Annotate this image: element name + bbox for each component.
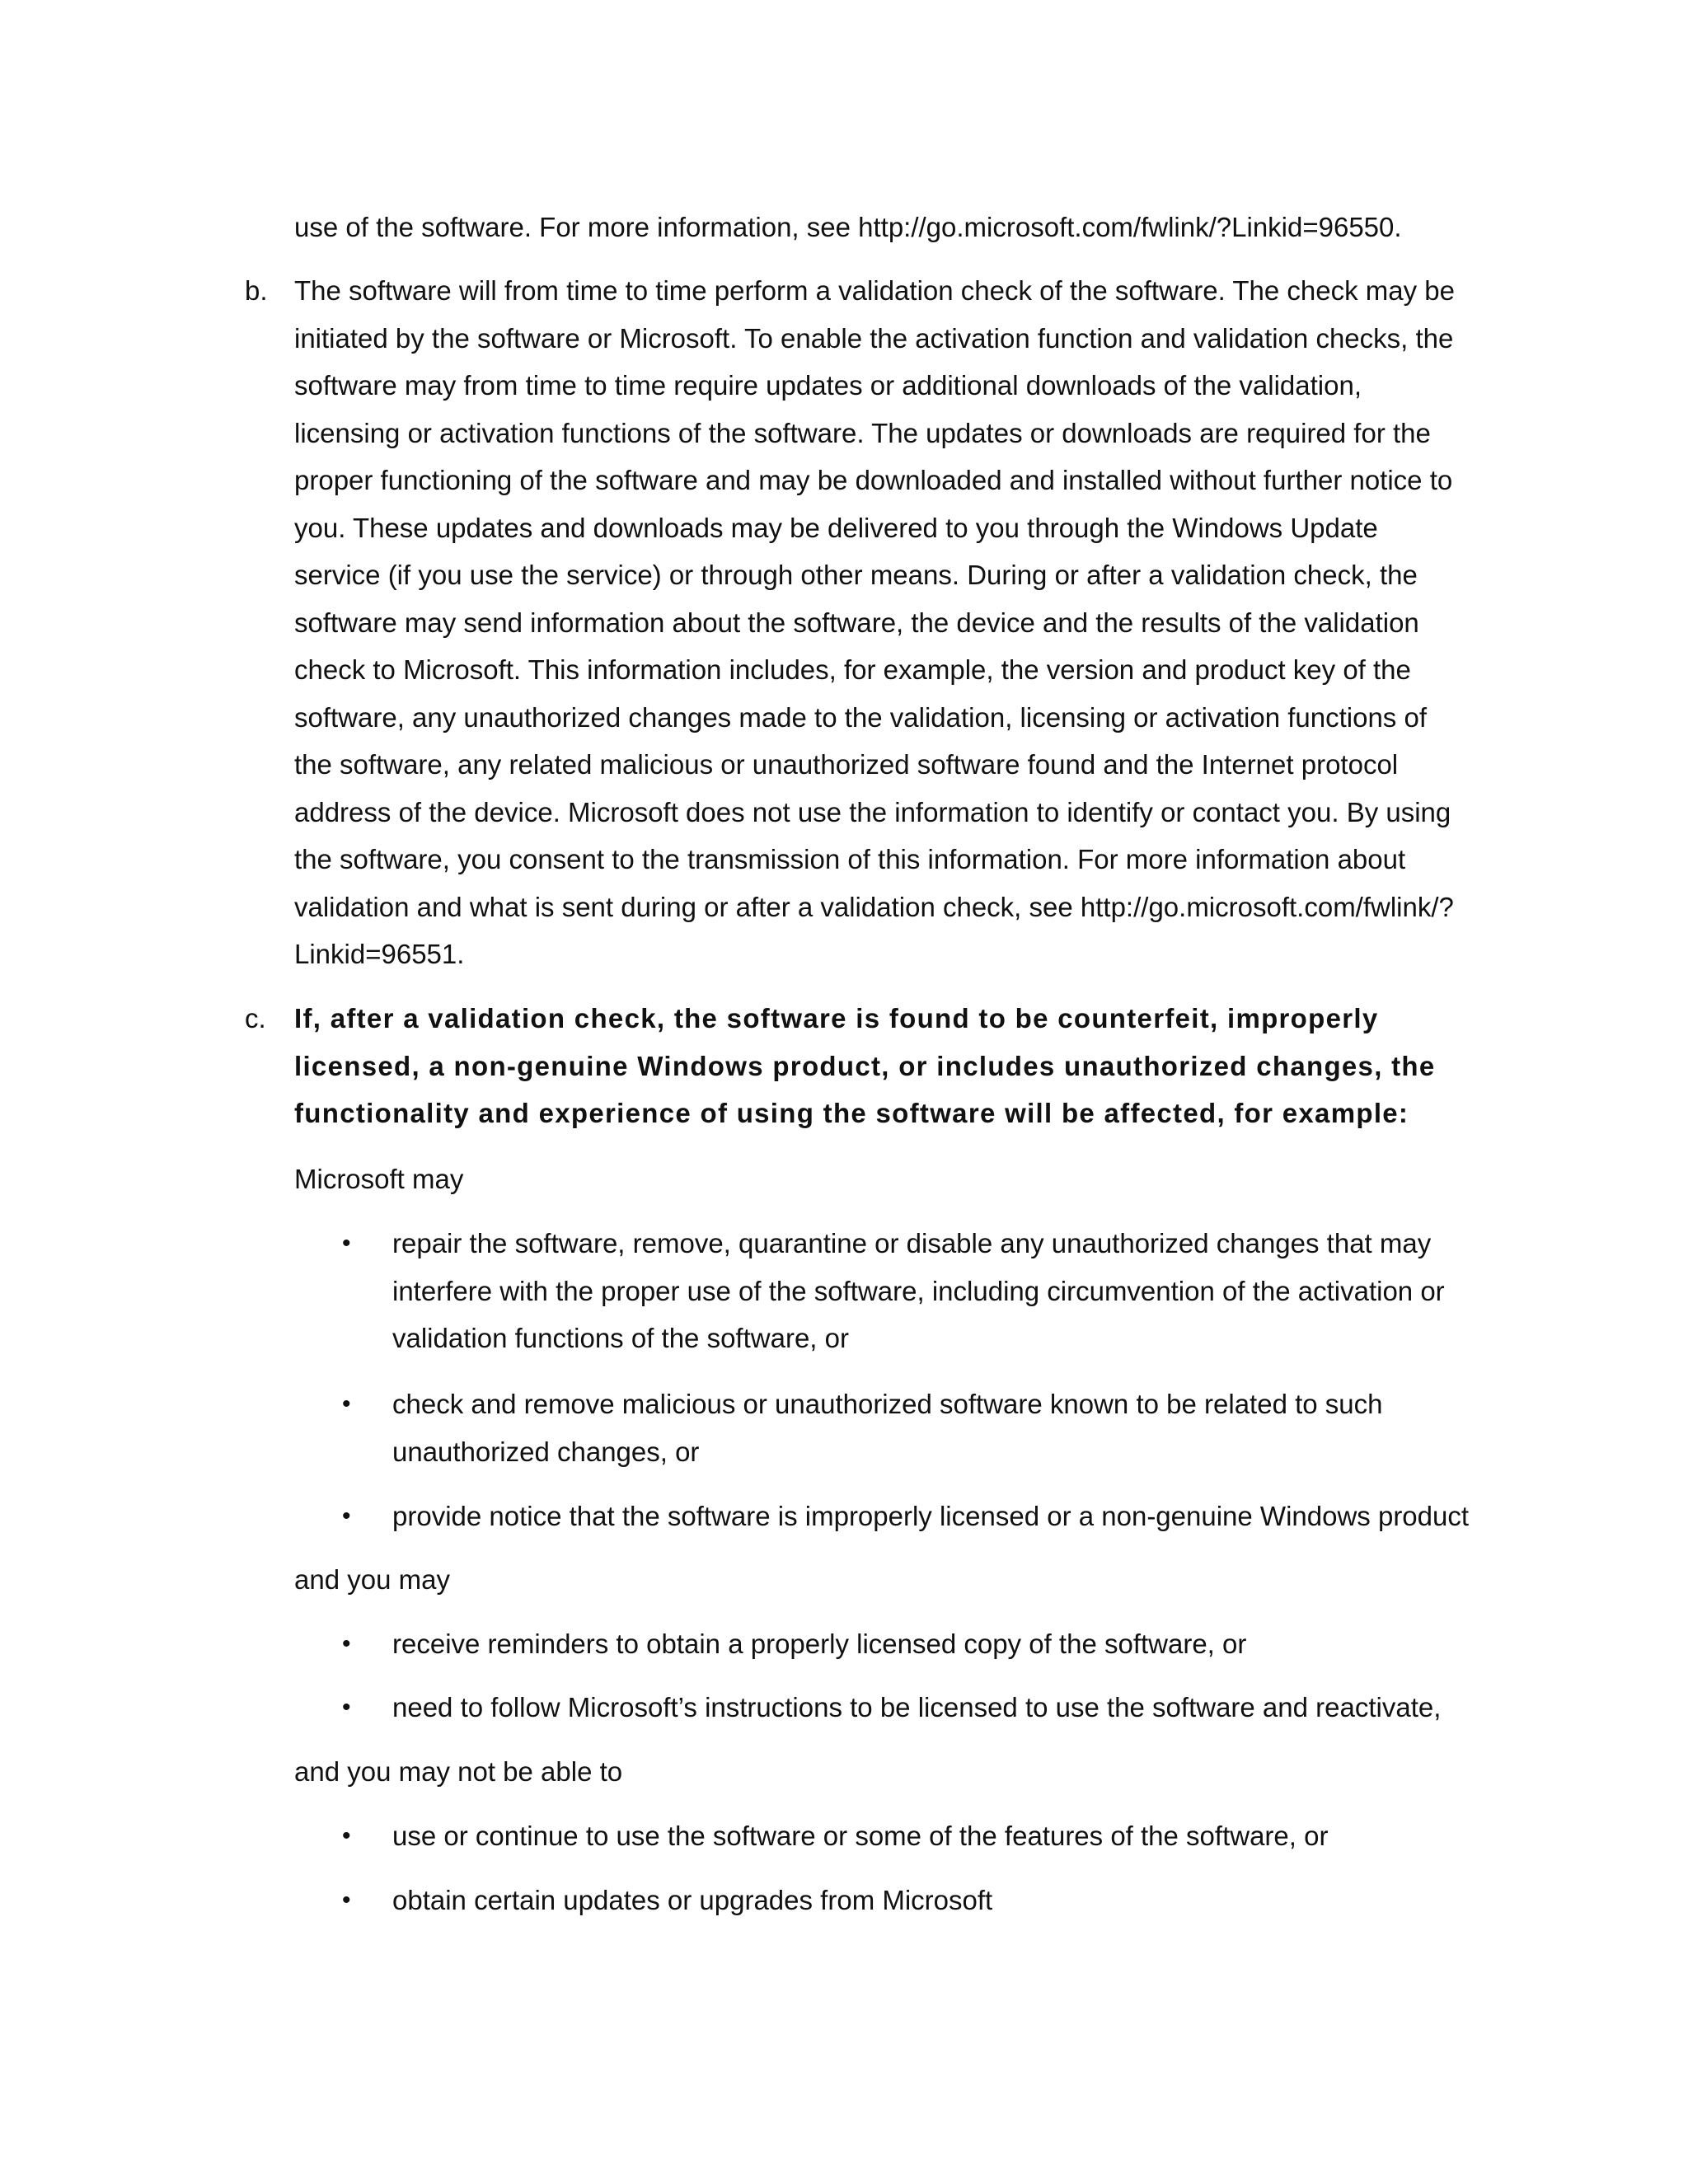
bullet-glyph: •: [342, 1630, 351, 1657]
item-b-line: proper functioning of the software and may be downloaded and installed without further notice to: [294, 465, 1453, 495]
item-c-bold-line: functionality and experience of using the software will be affected, for example:: [294, 1098, 1409, 1128]
item-b-line: software may send information about the software, the device and the results of the validation: [294, 607, 1419, 638]
item-b-line: Linkid=96551.: [294, 939, 465, 969]
bullet-glyph: •: [342, 1502, 351, 1530]
item-b-line: service (if you use the service) or through other means. During or after a validation check, the: [294, 560, 1418, 590]
bullet-glyph: •: [342, 1230, 351, 1257]
item-b-marker: b.: [245, 275, 268, 306]
item-c-bold-heading: [294, 995, 1481, 1137]
item-b-line: check to Microsoft. This information includes, for example, the version and product key of the: [294, 654, 1411, 685]
list-item: obtain certain updates or upgrades from Microsoft: [392, 1885, 993, 1915]
item-c-bold-line: If, after a validation check, the software is found to be counterfeit, improperly: [294, 1003, 1379, 1033]
item-b-paragraph: [294, 267, 1481, 978]
item-b-line: you. These updates and downloads may be delivered to you through the Windows Update: [294, 512, 1378, 543]
you-may-label: and you may: [294, 1564, 450, 1595]
item-c-marker: c.: [245, 1003, 266, 1033]
list-item-line: repair the software, remove, quarantine or disable any unauthorized changes that may: [392, 1228, 1432, 1258]
may-not-label: and you may not be able to: [294, 1756, 623, 1787]
list-item: need to follow Microsoft’s instructions to be licensed to use the software and reactivate,: [392, 1692, 1442, 1722]
item-b-line: software may from time to time require updates or additional downloads of the validation,: [294, 370, 1362, 401]
bullet-glyph: •: [342, 1886, 351, 1914]
bullet-glyph: •: [342, 1822, 351, 1849]
list-item-line: check and remove malicious or unauthorized software known to be related to such: [392, 1389, 1383, 1419]
list-item: receive reminders to obtain a properly licensed copy of the software, or: [392, 1629, 1247, 1659]
list-item: [392, 1380, 1489, 1475]
microsoft-may-label: Microsoft may: [294, 1164, 464, 1194]
item-b-line: licensing or activation functions of the software. The updates or downloads are required for the: [294, 417, 1431, 448]
list-item: [392, 1493, 1513, 1540]
list-item: use or continue to use the software or some of the features of the software, or: [392, 1821, 1329, 1851]
item-b-line: the software, you consent to the transmission of this information. For more information about: [294, 844, 1406, 874]
list-item-line: unauthorized changes, or: [392, 1436, 700, 1467]
bullet-glyph: •: [342, 1694, 351, 1721]
list-item-line: provide notice that the software is improperly licensed or a non-genuine Windows product: [392, 1501, 1470, 1531]
list-item-line: interfere with the proper use of the software, including circumvention of the activation or: [392, 1275, 1445, 1306]
item-b-line: initiated by the software or Microsoft. To enable the activation function and validation checks, the: [294, 322, 1454, 354]
item-b-line: software, any unauthorized changes made to the validation, licensing or activation functions of: [294, 701, 1427, 733]
item-b-line: The software will from time to time perform a validation check of the software. The check may be: [294, 275, 1455, 306]
item-c-bold-line: licensed, a non-genuine Windows product, or includes unauthorized changes, the: [294, 1050, 1436, 1081]
list-item-line: validation functions of the software, or: [392, 1323, 849, 1353]
list-item: [392, 1220, 1489, 1362]
item-b-line: validation and what is sent during or after a validation check, see http://go.microsoft.com/fwlink/?: [294, 891, 1454, 922]
item-b-line: address of the device. Microsoft does not use the information to identify or contact you. By using: [294, 796, 1451, 827]
bullet-glyph: •: [342, 1390, 351, 1418]
item-b-line: the software, any related malicious or unauthorized software found and the Internet protocol: [294, 749, 1399, 780]
intro-tail-line: use of the software. For more information, see http://go.microsoft.com/fwlink/?Linkid=96550.: [294, 212, 1402, 242]
